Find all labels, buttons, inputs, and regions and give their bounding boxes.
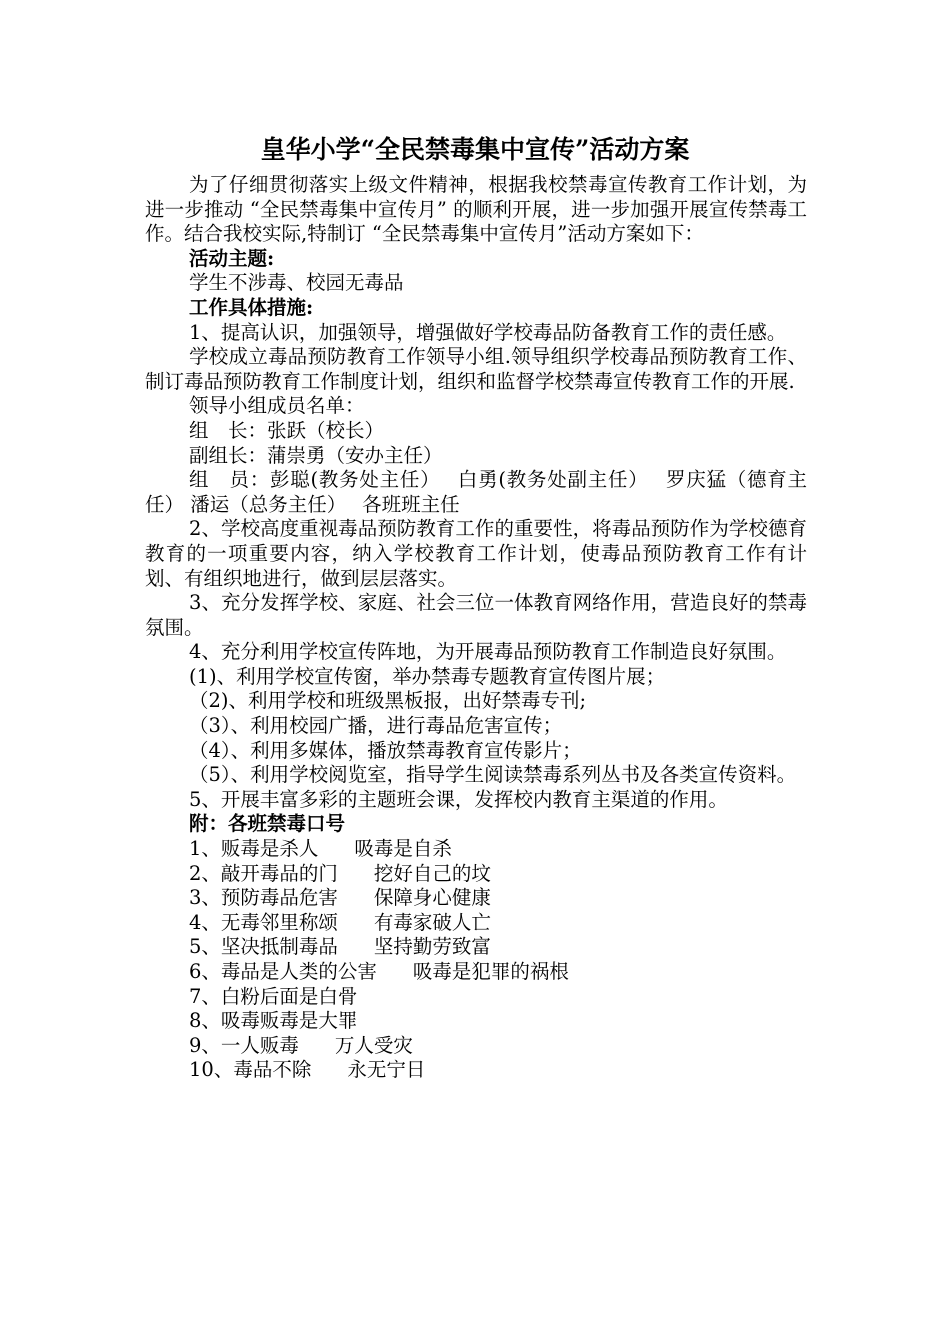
slogan-part-a: 10、毒品不除	[189, 1058, 312, 1082]
measure-4: 4、充分利用学校宣传阵地，为开展毒品预防教育工作制造良好氛围。	[189, 640, 787, 664]
team-members: 组 员：彭聪(教务处主任） 白勇(教务处副主任） 罗庆猛（德育主任） 潘运（总务主任） 各班班主任	[145, 468, 807, 516]
slogan-part-b: 万人受灾	[334, 1033, 413, 1057]
measure-5: 5、开展丰富多彩的主题班会课，发挥校内教育主渠道的作用。	[189, 787, 728, 811]
measure-1: 1、提高认识，加强领导，增强做好学校毒品防备教育工作的责任感。	[189, 320, 787, 344]
theme-heading: 活动主题:	[189, 246, 275, 270]
slogan-line	[145, 1009, 807, 1034]
measures-heading: 工作具体措施:	[189, 295, 314, 319]
measure-4-item: （2)、利用学校和班级黑板报，出好禁毒专刊;	[189, 689, 587, 713]
slogan-part-a: 9、一人贩毒	[189, 1033, 299, 1057]
intro-paragraph: 为了仔细贯彻落实上级文件精神，根据我校禁毒宣传教育工作计划，为进一步推动 “全民禁毒集中宣传月” 的顺利开展，进一步加强开展宣传禁毒工作。结合我校实际,特制订 “全民禁毒集中宣传月”活动方案如下：	[145, 173, 807, 246]
team-vice-leader: 副组长：蒲崇勇（安办主任）	[189, 443, 443, 467]
slogan-part-b: 永无宁日	[347, 1058, 426, 1082]
document-title: 皇华小学“全民禁毒集中宣传”活动方案	[260, 135, 690, 164]
team-heading: 领导小组成员名单：	[189, 394, 365, 418]
slogan-part-b: 挖好自己的坟	[373, 861, 491, 885]
document-body	[145, 173, 807, 1083]
slogan-part-b: 有毒家破人亡	[373, 910, 491, 934]
slogan-line	[145, 935, 807, 960]
slogan-part-a: 4、无毒邻里称颂	[189, 910, 338, 934]
slogan-line	[145, 985, 807, 1010]
measure-4-item: （3）、利用校园广播，进行毒品危害宣传；	[189, 714, 563, 738]
measure-3: 3、充分发挥学校、家庭、社会三位一体教育网络作用，营造良好的禁毒氛围。	[145, 591, 807, 639]
measure-1-detail: 学校成立毒品预防教育工作领导小组.领导组织学校毒品预防教育工作、制订毒品预防教育工作制度计划，组织和监督学校禁毒宣传教育工作的开展.	[145, 345, 807, 393]
slogan-line	[145, 960, 807, 985]
slogan-line	[145, 1034, 807, 1059]
slogan-line	[145, 837, 807, 862]
team-leader: 组 长：张跃（校长）	[189, 418, 385, 442]
slogan-part-b: 吸毒是犯罪的祸根	[412, 960, 569, 983]
slogan-part-a: 1、贩毒是杀人	[189, 837, 319, 861]
slogan-part-a: 5、坚决抵制毒品	[189, 935, 338, 959]
slogan-line	[145, 911, 807, 936]
slogan-part-a: 2、敲开毒品的门	[189, 861, 338, 885]
slogan-part-b: 吸毒是自杀	[354, 837, 452, 861]
slogan-line	[145, 886, 807, 911]
slogans-heading: 附：各班禁毒口号	[189, 812, 346, 836]
slogan-part-b: 坚持勤劳致富	[373, 935, 491, 959]
slogan-line	[145, 862, 807, 887]
theme-text: 学生不涉毒、校园无毒品	[189, 271, 404, 295]
measure-2: 2、学校高度重视毒品预防教育工作的重要性，将毒品预防作为学校德育教育的一项重要内容，纳入学校教育工作计划，使毒品预防教育工作有计划、有组织地进行，做到层层落实。	[145, 517, 807, 590]
measure-4-item: （5）、利用学校阅览室，指导学生阅读禁毒系列丛书及各类宣传资料。	[189, 763, 797, 787]
slogan-part-a: 8、吸毒贩毒是大罪	[189, 1009, 358, 1033]
slogan-line	[145, 1058, 807, 1083]
slogan-part-a: 7、白粉后面是白骨	[189, 984, 358, 1008]
measure-4-item: (1)、利用学校宣传窗，举办禁毒专题教育宣传图片展；	[189, 664, 666, 688]
slogan-part-a: 3、预防毒品危害	[189, 886, 338, 910]
slogan-part-a: 6、毒品是人类的公害	[189, 960, 377, 983]
slogan-part-b: 保障身心健康	[373, 886, 491, 910]
measure-4-item: （4）、利用多媒体，播放禁毒教育宣传影片；	[189, 738, 582, 762]
